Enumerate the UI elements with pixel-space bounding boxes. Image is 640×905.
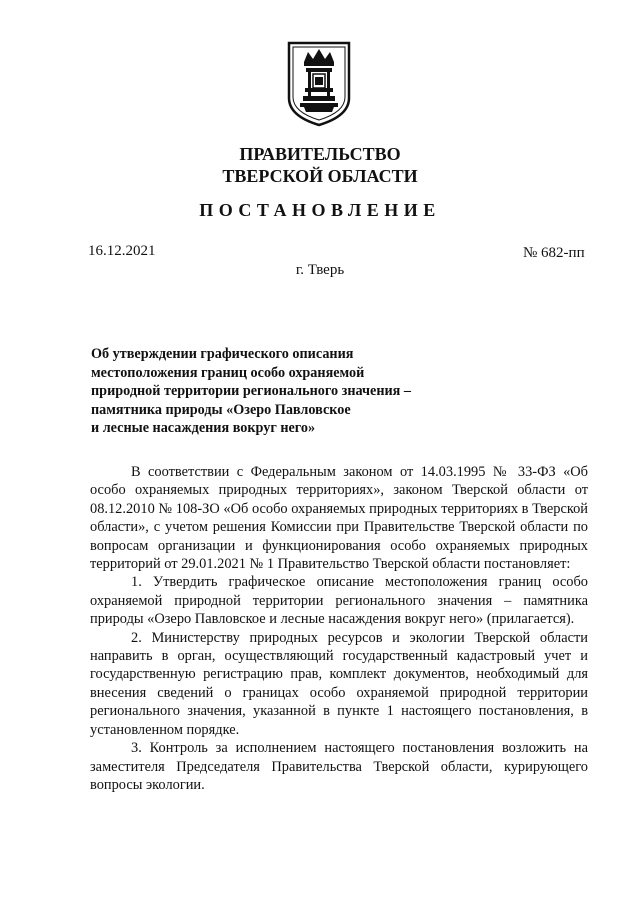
document-city: г. Тверь [295, 262, 345, 278]
body-item-3: 3. Контроль за исполнением настоящего постановления возложить на заместителя Председателя Правительства Тверской области, курирующего вопросы экологии. [90, 740, 588, 793]
document-subject [91, 345, 451, 438]
subject-line: Об утверждении графического описания [91, 346, 354, 362]
organization-name-line1: ПРАВИТЕЛЬСТВО [239, 144, 401, 164]
body-item-1: 1. Утвердить графическое описание местоположения границ особо охраняемой природной территории регионального значения – памятника природы «Озеро Павловское и лесные насаждения вокруг него» (прилагается). [90, 574, 588, 628]
organization-name-line2: ТВЕРСКОЙ ОБЛАСТИ [222, 166, 418, 186]
subject-line: памятника природы «Озеро Павловское [91, 401, 351, 418]
subject-line: местоположения границ особо охраняемой [91, 364, 365, 381]
document-number: № 682-пп [523, 245, 585, 261]
coat-of-arms-emblem [286, 40, 352, 128]
subject-line: природной территории регионального значения – [91, 383, 411, 399]
document-body [90, 463, 588, 794]
subject-line: и лесные насаждения вокруг него» [91, 420, 316, 436]
document-date: 16.12.2021 [88, 243, 156, 259]
body-intro-paragraph: В соответствии с Федеральным законом от 14.03.1995 № 33-ФЗ «Об особо охраняемых природных территориях», законом Тверской области от 08.12.2010 № 108-ЗО «Об особо охраняемых природных территориях в Тверской области», с учетом решения Комиссии при Правительстве Тверской области по вопросам организации и функционирования особо охраняемых природных территорий от 29.01.2021 № 1 Правительство Тверской области постановляет: [90, 464, 588, 573]
document-type-title: ПОСТАНОВЛЕНИЕ [199, 200, 441, 220]
body-item-2: 2. Министерству природных ресурсов и экологии Тверской области направить в орган, осуществляющий государственный кадастровый учет и государственную регистрацию прав, комплект документов, необходимый для внесения сведений о границах особо охраняемой природной территории регионального значения, указанной в пункте 1 настоящего постановления, в установленном порядке. [90, 629, 588, 738]
